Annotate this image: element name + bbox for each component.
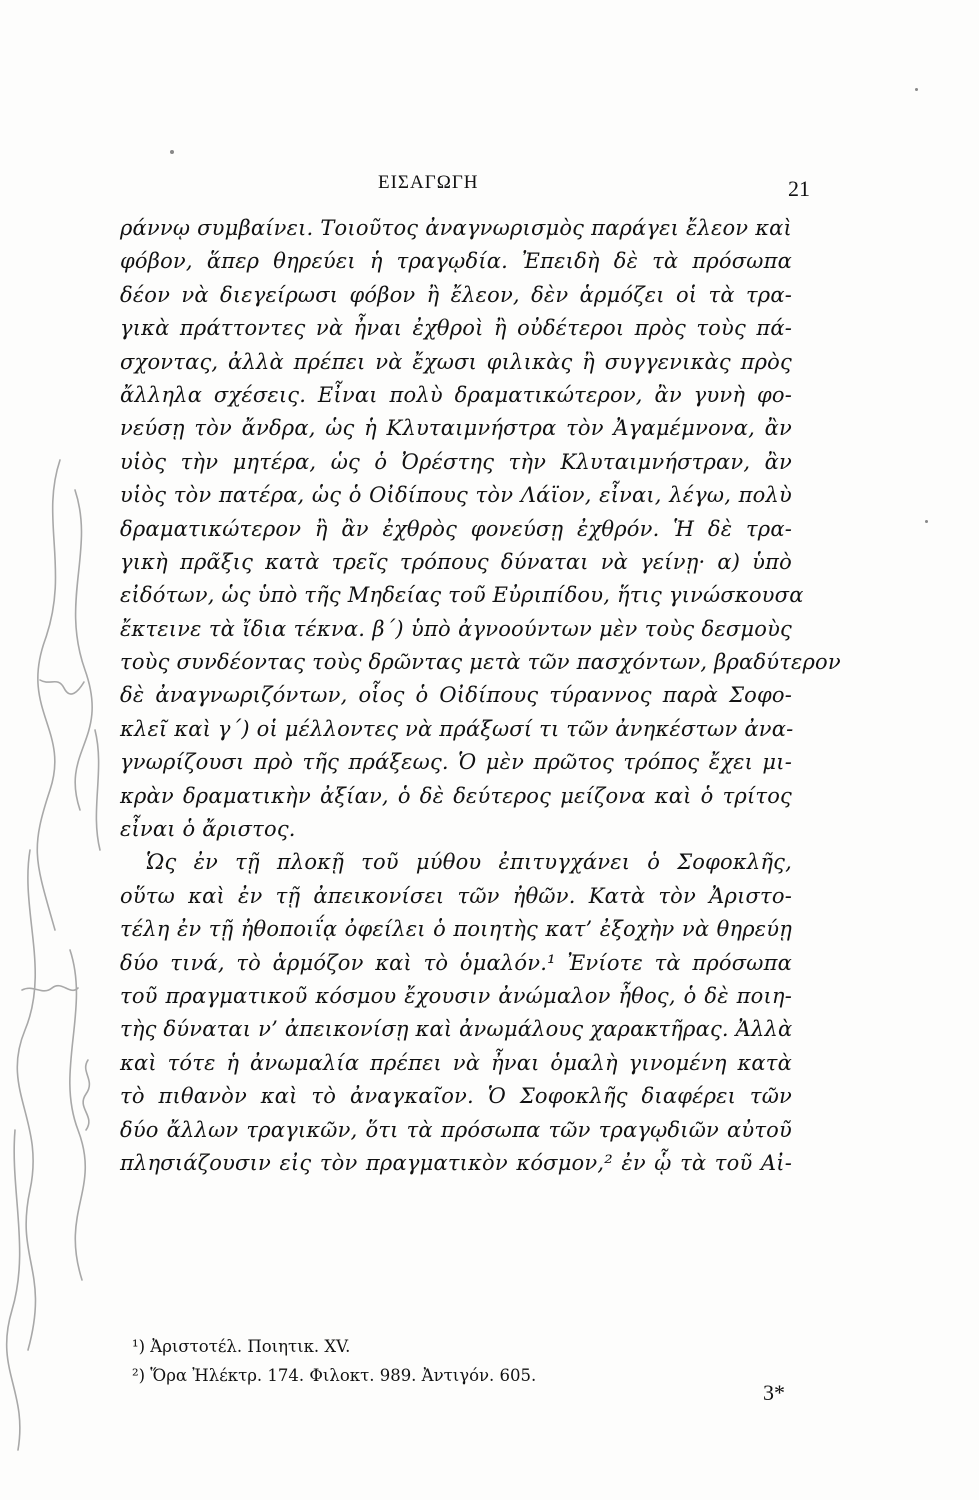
pencil-scribble-icon xyxy=(0,430,110,1470)
text-line: δέον νὰ διεγείρωσι φόβον ἢ ἔλεον, δὲν ἁρμόζει οἱ τὰ τρα- xyxy=(120,282,792,307)
footnote: ²) Ὅρα Ἠλέκτρ. 174. Φιλοκτ. 989. Ἀντιγόν. 605. xyxy=(132,1366,537,1385)
text-line: υἱὸς τὴν μητέρα, ὡς ὁ Ὀρέστης τὴν Κλυταιμνήστραν, ἂν xyxy=(120,449,792,474)
text-line: καὶ τότε ἡ ἀνωμαλία πρέπει νὰ ἦναι ὁμαλὴ γινομένη κατὰ xyxy=(120,1050,792,1075)
text-line: τὸ πιθανὸν καὶ τὸ ἀναγκαῖον. Ὁ Σοφοκλῆς διαφέρει τῶν xyxy=(120,1084,792,1109)
paragraph xyxy=(120,846,792,1180)
text-line: οὕτω καὶ ἐν τῇ ἀπεικονίσει τῶν ἠθῶν. Κατὰ τὸν Ἀριστο- xyxy=(120,883,792,908)
text-line: τέλη ἐν τῇ ἠθοποιΐᾳ ὀφείλει ὁ ποιητὴς κατ’ ἐξοχὴν νὰ θηρεύῃ xyxy=(120,917,792,942)
body-text xyxy=(120,212,841,1180)
text-line: νεύσῃ τὸν ἄνδρα, ὡς ἡ Κλυταιμνήστρα τὸν Ἀγαμέμνονα, ἂν xyxy=(120,416,792,441)
footnotes xyxy=(132,1332,772,1390)
text-line: γνωρίζουσι πρὸ τῆς πράξεως. Ὁ μὲν πρῶτος τρόπος ἔχει μι- xyxy=(120,750,792,775)
text-line: υἱὸς τὸν πατέρα, ὡς ὁ Οἰδίπους τὸν Λάϊον, εἶναι, λέγω, πολὺ xyxy=(120,483,792,508)
text-line: γικὴ πρᾶξις κατὰ τρεῖς τρόπους δύναται νὰ γείνῃ· α) ὑπὸ xyxy=(120,549,792,574)
paragraph xyxy=(120,212,841,846)
text-line: τὴς δύναται ν’ ἀπεικονίσῃ καὶ ἀνωμάλους χαρακτῆρας. Ἀλλὰ xyxy=(120,1017,793,1042)
text-line: εἰδότων, ὡς ὑπὸ τῆς Μηδείας τοῦ Εὐριπίδου, ἥτις γινώσκουσα xyxy=(120,583,804,608)
footnote: ¹) Ἀριστοτέλ. Ποιητικ. XV. xyxy=(132,1337,351,1356)
text-line: γικὰ πράττοντες νὰ ἦναι ἐχθροὶ ἢ οὐδέτεροι πρὸς τοὺς πά- xyxy=(120,316,792,341)
text-line: ράννῳ συμβαίνει. Τοιοῦτος ἀναγνωρισμὸς παράγει ἔλεον καὶ xyxy=(120,216,792,240)
text-line: τοὺς συνδέοντας τοὺς δρῶντας μετὰ τῶν πασχόντων, βραδύτερον xyxy=(120,650,841,675)
page-header xyxy=(120,172,810,202)
text-line: σχοντας, ἀλλὰ πρέπει νὰ ἔχωσι φιλικὰς ἢ συγγενικὰς πρὸς xyxy=(120,349,792,374)
ink-speck xyxy=(915,88,918,91)
ink-speck xyxy=(925,520,928,523)
text-line: δύο ἄλλων τραγικῶν, ὅτι τὰ πρόσωπα τῶν τραγῳδιῶν αὐτοῦ xyxy=(120,1117,792,1142)
text-line: κρὰν δραματικὴν ἀξίαν, ὁ δὲ δεύτερος μείζονα καὶ ὁ τρίτος xyxy=(120,783,792,808)
ink-speck xyxy=(170,150,174,154)
handwritten-margin-notes xyxy=(0,430,110,1470)
text-line: Ὡς ἐν τῇ πλοκῇ τοῦ μύθου ἐπιτυγχάνει ὁ Σοφοκλῆς, xyxy=(146,850,792,875)
text-line: δύο τινά, τὸ ἁρμόζον καὶ τὸ ὁμαλόν.¹ Ἐνίοτε τὰ πρόσωπα xyxy=(120,950,792,975)
text-line: δραματικώτερον ἢ ἂν ἐχθρὸς φονεύσῃ ἐχθρόν. Ἡ δὲ τρα- xyxy=(120,516,792,541)
signature-mark: 3* xyxy=(763,1380,785,1405)
text-line: τοῦ πραγματικοῦ κόσμου ἔχουσιν ἀνώμαλον ἦθος, ὁ δὲ ποιη- xyxy=(120,983,792,1008)
text-line: εἶναι ὁ ἄριστος. xyxy=(120,817,296,842)
text-line: ἄλληλα σχέσεις. Εἶναι πολὺ δραματικώτερον, ἂν γυνὴ φο- xyxy=(120,382,792,407)
text-line: πλησιάζουσιν εἰς τὸν πραγματικὸν κόσμον,² ἐν ᾧ τὰ τοῦ Αἰ- xyxy=(120,1150,792,1175)
text-line: δὲ ἀναγνωριζόντων, οἷος ὁ Οἰδίπους τύραννος παρὰ Σοφο- xyxy=(120,683,792,708)
text-line: κλεῖ καὶ γ΄) οἱ μέλλοντες νὰ πράξωσί τι τῶν ἀνηκέστων ἀνα- xyxy=(120,716,794,741)
page-number: 21 xyxy=(788,176,810,201)
text-line: ἔκτεινε τὰ ἴδια τέκνα. β΄) ὑπὸ ἀγνοούντων μὲν τοὺς δεσμοὺς xyxy=(120,616,792,641)
text-line: φόβον, ἅπερ θηρεύει ἡ τραγῳδία. Ἐπειδὴ δὲ τὰ πρόσωπα xyxy=(120,249,792,274)
running-title: ΕΙΣΑΓΩΓΗ xyxy=(378,172,479,193)
